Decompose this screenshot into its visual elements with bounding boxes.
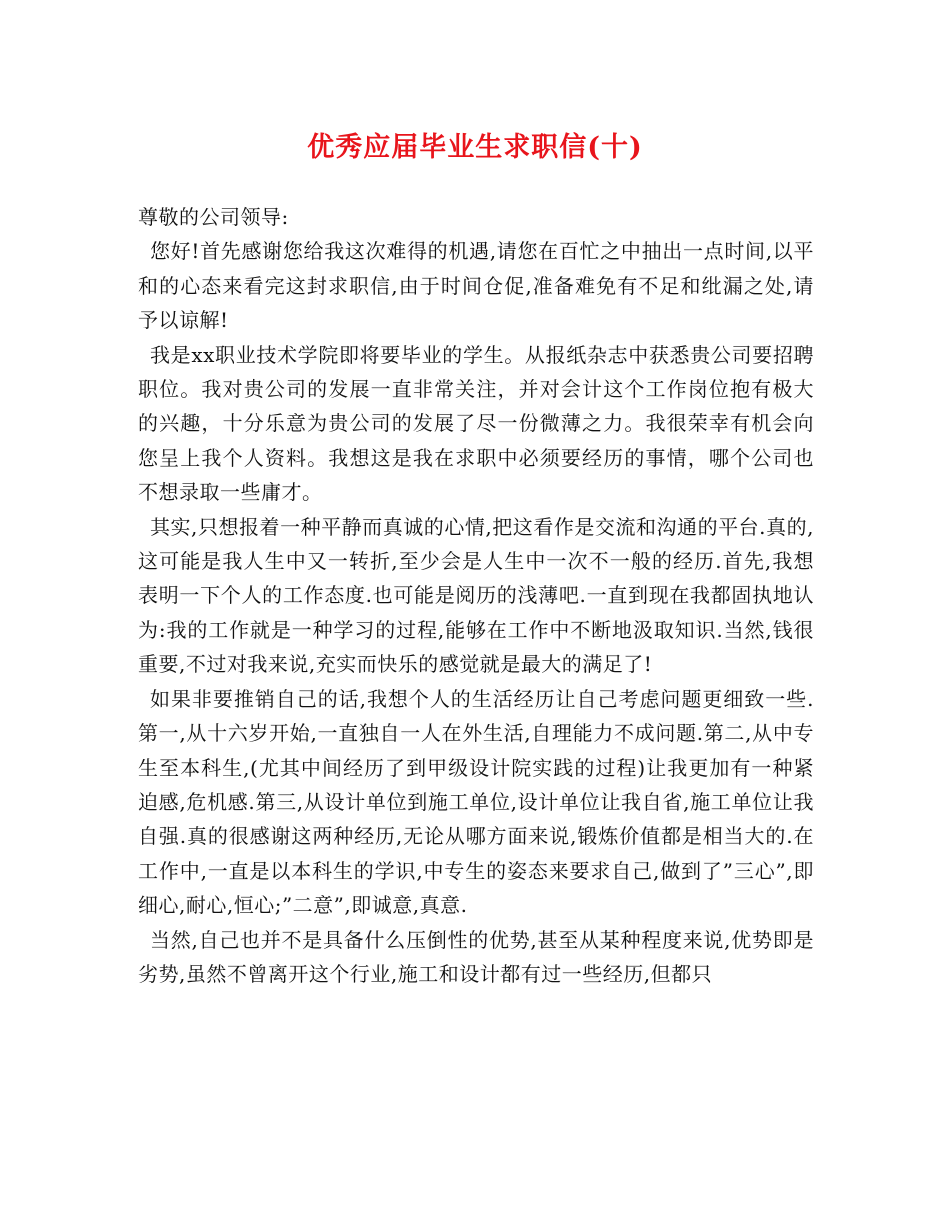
document-title: 优秀应届毕业生求职信(十)	[307, 132, 643, 163]
salutation: 尊敬的公司领导:	[138, 205, 289, 229]
paragraph-greeting: 您好!首先感谢您给我这次难得的机遇,请您在百忙之中抽出一点时间,以平和的心态来看完这封求职信,由于时间仓促,准备难免有不足和纰漏之处,请予以谅解!	[138, 239, 814, 333]
paragraph-introduction: 我是xx职业技术学院即将要毕业的学生。从报纸杂志中获悉贵公司要招聘职位。我对贵公司的发展一直非常关注，并对会计这个工作岗位抱有极大的兴趣，十分乐意为贵公司的发展了尽一份微薄之力。我很荣幸有机会向您呈上我个人资料。我想这是我在求职中必须要经历的事情，哪个公司也不想录取一些庸才。	[138, 342, 814, 505]
paragraph-experience: 如果非要推销自己的话,我想个人的生活经历让自己考虑问题更细致一些.第一,从十六岁开始,一直独自一人在外生活,自理能力不成问题.第二,从中专生至本科生,(尤其中间经历了到甲级设计院实践的过程)让我更加有一种紧迫感,危机感.第三,从设计单位到施工单位,设计单位让我自省,施工单位让我自强.真的很感谢这两种经历,无论从哪方面来说,锻炼价值都是相当大的.在工作中,一直是以本科生的学识,中专生的姿态来要求自己,做到了”三心”,即细心,耐心,恒心;”二意”,即诚意,真意.	[138, 686, 814, 918]
paragraph-weakness: 当然,自己也并不是具备什么压倒性的优势,甚至从某种程度来说,优势即是劣势,虽然不曾离开这个行业,施工和设计都有过一些经历,但都只	[138, 927, 814, 986]
letter-body	[138, 200, 814, 991]
paragraph-work-attitude: 其实,只想报着一种平静而真诚的心情,把这看作是交流和沟通的平台.真的,这可能是我人生中又一转折,至少会是人生中一次不一般的经历.首先,我想表明一下个人的工作态度.也可能是阅历的浅薄吧.一直到现在我都固执地认为:我的工作就是一种学习的过程,能够在工作中不断地汲取知识.当然,钱很重要,不过对我来说,充实而快乐的感觉就是最大的满足了!	[138, 514, 814, 677]
